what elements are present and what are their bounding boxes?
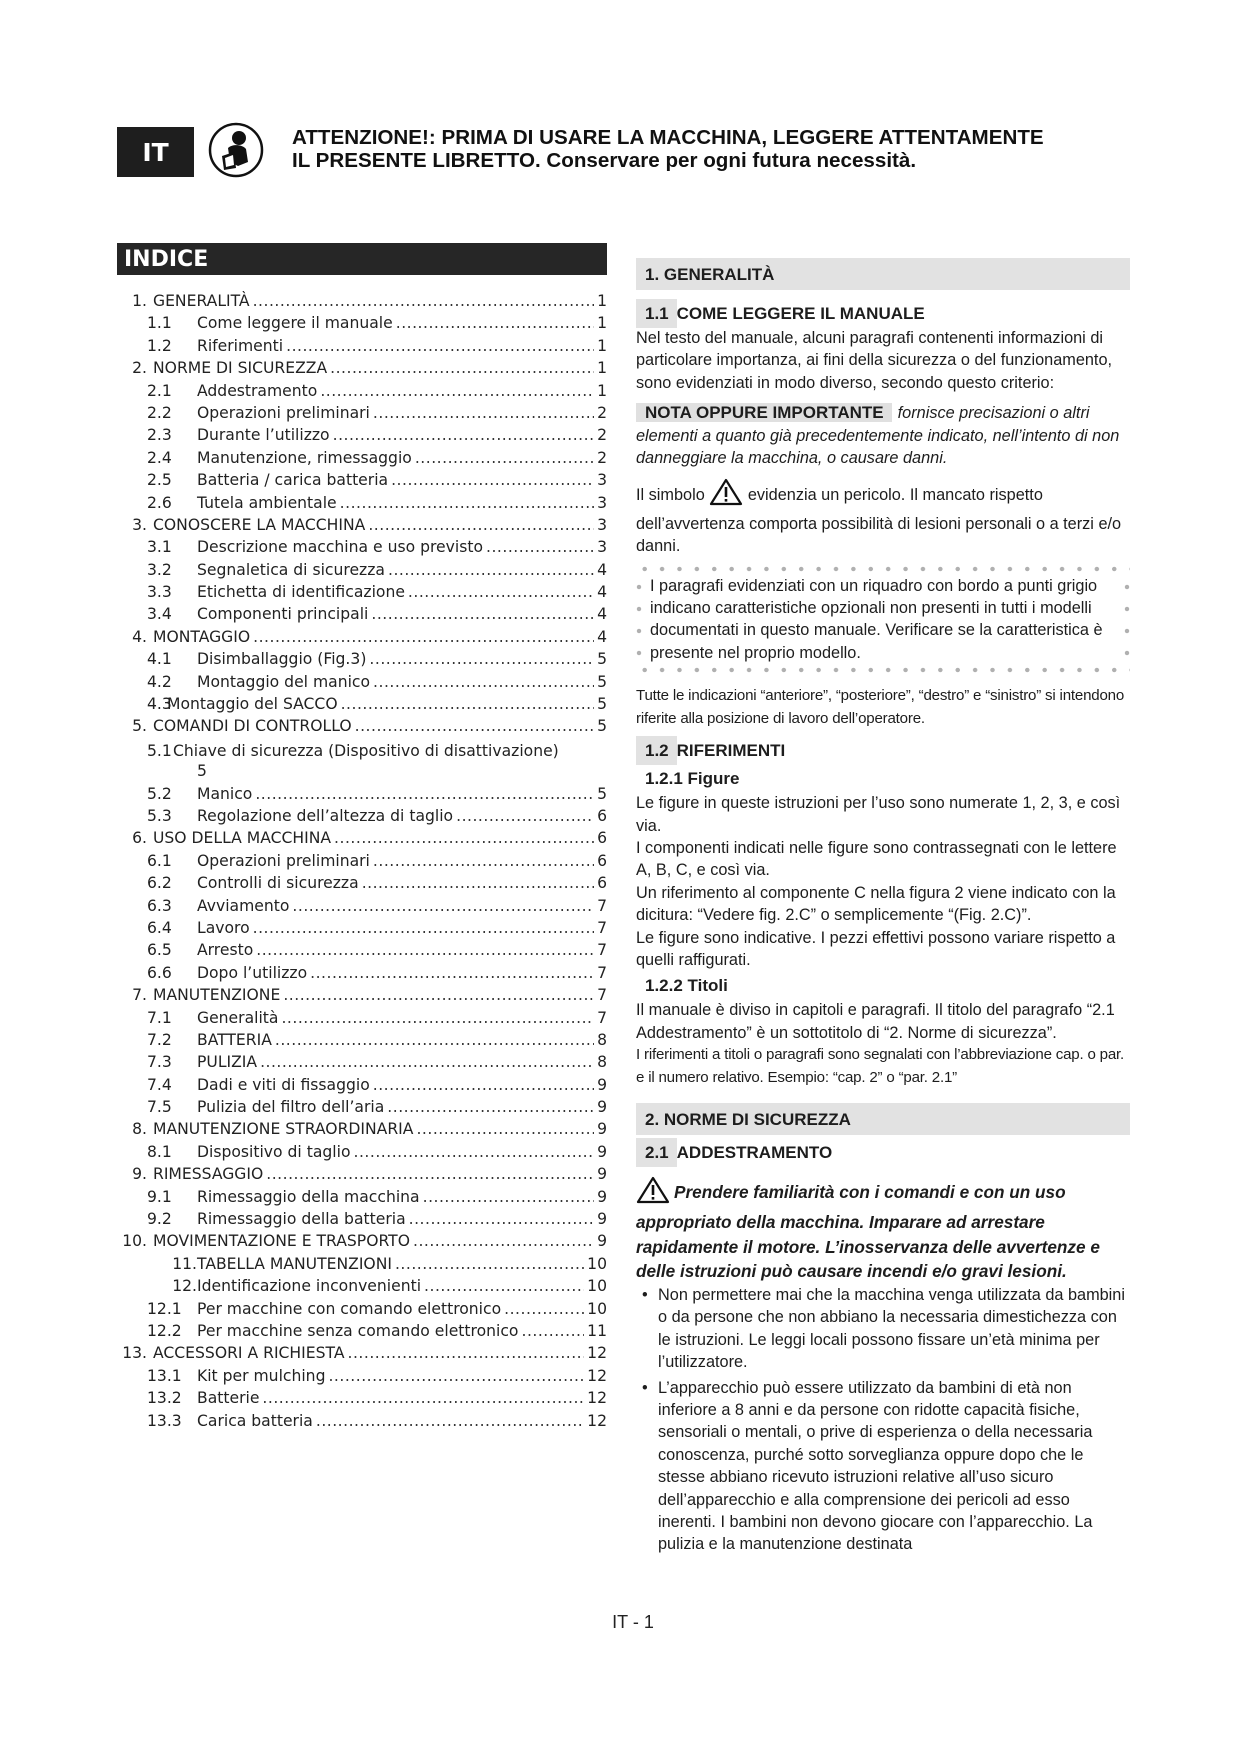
toc-leader (504, 1300, 584, 1318)
note-label: NOTA OPPURE IMPORTANTE (636, 403, 892, 422)
toc-page: 5 (597, 672, 607, 691)
toc-leader (424, 1277, 584, 1295)
toc-title: Arresto (197, 941, 254, 960)
figure-paragraph-1: Le figure in queste istruzioni per l’uso sono numerate 1, 2, 3, e così via. (636, 794, 1121, 835)
warning-line-2: IL PRESENTE LIBRETTO. Conservare per ogni futura necessità. (292, 149, 917, 172)
toc-leader (373, 1076, 594, 1094)
toc-leader (486, 538, 594, 556)
toc-entry[interactable] (117, 471, 607, 493)
toc-title: Disimballaggio (Fig.3) (197, 650, 367, 669)
toc-number: 1.2 (147, 336, 172, 355)
titles-paragraph-2: I riferimenti a titoli o paragrafi sono segnalati con l’abbreviazione cap. o par. e il numero relativo. Esempio: “cap. 2” o “par. 2.1” (636, 1046, 1125, 1086)
toc-number: 9. (132, 1165, 147, 1184)
toc-leader (395, 1255, 584, 1273)
toc-number: 3. (132, 515, 147, 534)
toc-number: 13.2 (147, 1389, 182, 1408)
toc-title: Lavoro (197, 918, 250, 937)
toc-page: 10 (587, 1254, 607, 1273)
toc-page: 6 (597, 829, 607, 848)
toc-page: 9 (597, 1120, 607, 1139)
toc-page: 9 (597, 1098, 607, 1117)
symbol-paragraph (636, 478, 1130, 557)
toc-entry[interactable] (117, 1210, 607, 1232)
toc-number: 1. (132, 292, 147, 310)
toc-number: 2.3 (147, 426, 172, 445)
toc-page: 1 (597, 292, 607, 310)
toc-entry[interactable] (117, 1053, 607, 1075)
toc-title: Rimessaggio della batteria (197, 1210, 406, 1229)
toc-number: 4.2 (147, 672, 172, 691)
toc-title: Identificazione inconvenienti (197, 1277, 422, 1296)
toc-number: 4. (132, 627, 147, 646)
toc-number: 5.1 (147, 741, 172, 760)
toc-leader (340, 494, 594, 512)
toc-title: Riferimenti (197, 336, 284, 355)
safety-bullet-list (636, 1284, 1130, 1556)
toc-number: 7.3 (147, 1053, 172, 1072)
titles-paragraph-1: Il manuale è diviso in capitoli e paragrafi. Il titolo del paragrafo “2.1 Addestramento” è un sottotitolo di “2. Norme di sicurezza”. (636, 1001, 1115, 1042)
toc-leader (283, 986, 594, 1004)
toc-number: 6.3 (147, 896, 172, 915)
toc-leader (310, 964, 594, 982)
toc-leader (521, 1322, 584, 1340)
toc-leader (368, 516, 594, 534)
toc-title: Operazioni preliminari (197, 403, 370, 422)
list-item: • Non permettere mai che la macchina venga utilizzata da bambini o da persone che non abbiano la necessaria dimestichezza con le istruzioni. Le leggi locali possono fissare un’età minima per l’utilizzatore. (636, 1284, 1130, 1374)
toc-page: 6 (597, 851, 607, 870)
toc-leader (348, 1344, 585, 1362)
toc-entry[interactable] (117, 1322, 607, 1344)
toc-number: 2. (132, 359, 147, 378)
toc-leader (413, 1232, 594, 1250)
table-of-contents (117, 292, 607, 1434)
toc-number: 2.6 (147, 493, 172, 512)
optional-feature-box (636, 566, 1130, 674)
subsection-heading-addestramento (636, 1138, 1130, 1166)
toc-number: 6.1 (147, 851, 172, 870)
toc-entry[interactable] (117, 874, 607, 896)
toc-number: 5. (132, 717, 147, 736)
toc-entry[interactable] (117, 717, 607, 739)
danger-text: Prendere familiarità con i comandi e con un uso appropriato della macchina. Imparare ad arrestare rapidamente il motore. L’inosservanza delle avvertenze e delle istruzioni può causare incendi e/o gravi lesioni. (636, 1181, 1100, 1282)
symbol-post: evidenzia un pericolo. Il mancato rispetto dell’avvertenza comporta possibilità di lesioni personali o a terzi e/o danni. (636, 486, 1122, 556)
toc-leader (388, 561, 594, 579)
warning-header (292, 126, 1152, 172)
toc-title: MONTAGGIO (153, 627, 251, 646)
toc-page: 4 (597, 583, 607, 602)
toc-entry[interactable] (117, 1232, 607, 1254)
toc-entry[interactable] (117, 292, 607, 314)
subsubsection-heading-figure: 1.2.1 Figure (645, 769, 740, 789)
list-item: • L’apparecchio può essere utilizzato da bambini di età non inferiore a 8 anni e da persone con ridotte capacità fisiche, sensoriali o mentali, o prive di esperienza o della necessaria conoscenza, purché sotto sorveglianza oppure dopo che le stesse abbiano ricevuto istruzioni relative all’uso sicuro dell’apparecchio e alla comprensione dei pericoli ad esso inerenti. I bambini non devono giocare con l’apparecchio. La pulizia e la manutenzione destinata (636, 1377, 1130, 1556)
dotted-border-right (1124, 576, 1130, 664)
toc-entry[interactable] (117, 941, 607, 963)
toc-entry[interactable] (117, 673, 607, 695)
toc-title: Segnaletica di sicurezza (197, 560, 385, 579)
toc-page: 4 (597, 605, 607, 624)
toc-leader (416, 1120, 594, 1138)
toc-number: 5.2 (147, 784, 172, 803)
toc-entry[interactable] (117, 1188, 607, 1210)
toc-leader (355, 717, 594, 735)
toc-entry[interactable] (117, 1143, 607, 1165)
toc-title: Durante l’utilizzo (197, 426, 330, 445)
toc-page: 9 (597, 1142, 607, 1161)
toc-title: Batteria / carica batteria (197, 471, 389, 490)
note-text: fornisce precisazioni o altri elementi a quanto già precedentemente indicato, nell’intento di non danneggiare la macchina, o causare danni. (636, 404, 1120, 468)
toc-page: 2 (597, 426, 607, 445)
dotted-border-left (636, 576, 642, 664)
toc-entry[interactable] (117, 404, 607, 426)
toc-number: 3.2 (147, 560, 172, 579)
toc-leader (333, 426, 594, 444)
optional-feature-text: I paragrafi evidenziati con un riquadro con bordo a punti grigio indicano caratteristiche opzionali non presenti in tutti i modelli documentati in questo manuale. Verificare se la caratteristica è presente nel proprio modello. (650, 576, 1103, 662)
toc-number: 3.4 (147, 605, 172, 624)
toc-entry[interactable] (117, 785, 607, 807)
toc-page: 12 (587, 1344, 607, 1363)
toc-title: Regolazione dell’altezza di taglio (197, 807, 454, 825)
toc-entry[interactable] (117, 919, 607, 941)
toc-entry[interactable] (117, 494, 607, 516)
toc-title: NORME DI SICUREZZA (153, 359, 328, 378)
toc-leader (316, 1412, 584, 1430)
toc-title: Rimessaggio della macchina (197, 1187, 420, 1206)
toc-number: 2.4 (147, 448, 172, 467)
toc-entry[interactable] (117, 605, 607, 627)
toc-leader (266, 1165, 594, 1183)
toc-number: 6.5 (147, 941, 172, 960)
subsection-number: 2.1 (636, 1138, 677, 1167)
toc-leader (415, 449, 594, 467)
index-title: INDICE (117, 243, 607, 275)
toc-entry[interactable] (117, 1120, 607, 1142)
toc-title: Batterie (197, 1389, 260, 1408)
toc-title: CONOSCERE LA MACCHINA (153, 515, 366, 534)
toc-page: 1 (597, 381, 607, 400)
toc-page: 2 (597, 403, 607, 422)
toc-title: Come leggere il manuale (197, 314, 393, 333)
toc-number: 12.1 (147, 1299, 182, 1318)
toc-entry[interactable] (117, 1031, 607, 1053)
figure-paragraph-3: Un riferimento al componente C nella figura 2 viene indicato con la dicitura: “Vedere fig. 2.C” o semplicemente “(Fig. 2.C)”. (636, 883, 1116, 925)
toc-number: 10. (122, 1232, 147, 1251)
toc-title: Addestramento (197, 381, 318, 400)
toc-entry[interactable] (117, 449, 607, 471)
note-paragraph (636, 402, 1130, 469)
toc-entry[interactable] (117, 426, 607, 448)
figure-paragraph-2: I componenti indicati nelle figure sono contrassegnati con le lettere A, B, C, e così via. (636, 838, 1117, 880)
danger-paragraph (636, 1176, 1130, 1284)
toc-number: 7. (132, 986, 147, 1005)
intro-paragraph: Nel testo del manuale, alcuni paragrafi contenenti informazioni di particolare importanza, ai fini della sicurezza o del funzionamento, sono evidenziati in modo diverso, secondo questo criterio: (636, 329, 1113, 392)
toc-title: Etichetta di identificazione (197, 583, 405, 602)
toc-entry[interactable] (117, 561, 607, 583)
toc-entry[interactable] (117, 628, 607, 650)
toc-page: 3 (597, 471, 607, 490)
toc-leader (341, 695, 594, 713)
dotted-border-top (636, 566, 1130, 572)
toc-number: 6.4 (147, 918, 172, 937)
figure-paragraph-4: Le figure sono indicative. I pezzi effettivi possono variare rispetto a quelli raffigurati. (636, 928, 1116, 969)
toc-page: 8 (597, 1030, 607, 1049)
toc-title: Montaggio del SACCO (167, 695, 338, 714)
toc-leader (255, 785, 594, 803)
toc-number: 3.3 (147, 583, 172, 602)
toc-leader (362, 874, 594, 892)
toc-entry[interactable] (117, 1076, 607, 1098)
toc-page: 7 (597, 986, 607, 1005)
toc-page: 9 (597, 1187, 607, 1206)
toc-leader (396, 314, 594, 332)
toc-page: 12 (587, 1366, 607, 1385)
toc-title: Manutenzione, rimessaggio (197, 448, 412, 467)
toc-title: Dopo l’utilizzo (197, 963, 308, 982)
subsection-label: ADDESTRAMENTO (676, 1142, 833, 1162)
toc-page: 5 (597, 695, 607, 714)
toc-page: 1 (597, 359, 607, 378)
toc-entry[interactable] (117, 1009, 607, 1031)
toc-page: 7 (597, 1008, 607, 1027)
toc-page: 4 (597, 560, 607, 579)
toc-page: 8 (597, 1053, 607, 1072)
toc-title: Operazioni preliminari (197, 851, 370, 870)
toc-leader (373, 852, 594, 870)
toc-entry[interactable] (117, 382, 607, 404)
toc-page: 5 (597, 650, 607, 669)
toc-entry[interactable] (117, 897, 607, 919)
toc-title: MANUTENZIONE (153, 986, 281, 1005)
toc-number: 4.3 (147, 695, 172, 714)
toc-page: 6 (597, 807, 607, 825)
toc-number: 11. (172, 1254, 197, 1273)
read-manual-icon (208, 122, 264, 178)
toc-entry[interactable] (117, 964, 607, 986)
toc-number: 4.1 (147, 650, 172, 669)
toc-entry[interactable] (117, 740, 607, 785)
toc-title: GENERALITÀ (153, 292, 250, 310)
subsection-number: 1.2 (636, 736, 677, 765)
symbol-pre: Il simbolo (636, 486, 705, 505)
toc-number: 2.2 (147, 403, 172, 422)
toc-entry[interactable] (117, 829, 607, 851)
toc-entry[interactable] (117, 1277, 607, 1299)
toc-entry[interactable] (117, 1367, 607, 1389)
language-code: IT (142, 137, 169, 167)
warning-triangle-icon (636, 1176, 674, 1211)
toc-title: ACCESSORI A RICHIESTA (153, 1344, 345, 1363)
toc-leader (281, 1009, 594, 1027)
toc-leader (408, 583, 594, 601)
toc-leader (387, 1098, 594, 1116)
toc-leader (423, 1188, 594, 1206)
toc-entry[interactable] (117, 538, 607, 560)
toc-title: Dadi e viti di fissaggio (197, 1075, 370, 1094)
toc-page: 12 (587, 1389, 607, 1408)
toc-number: 5.3 (147, 807, 172, 825)
toc-title: Componenti principali (197, 605, 369, 624)
toc-page: 7 (597, 941, 607, 960)
toc-page: 7 (597, 918, 607, 937)
toc-entry[interactable] (117, 583, 607, 605)
toc-entry[interactable] (117, 650, 607, 672)
toc-entry[interactable] (117, 1389, 607, 1411)
toc-leader (253, 292, 594, 310)
toc-number: 7.4 (147, 1075, 172, 1094)
toc-leader (391, 471, 594, 489)
subsection-label: RIFERIMENTI (676, 741, 786, 761)
warning-line-1: ATTENZIONE!: PRIMA DI USARE LA MACCHINA, LEGGERE ATTENTAMENTE (292, 126, 1044, 149)
toc-page: 9 (597, 1232, 607, 1251)
toc-title: Avviamento (197, 896, 290, 915)
directions-paragraph: Tutte le indicazioni “anteriore”, “posteriore”, “destro” e “sinistro” si intendono riferite alla posizione di lavoro dell’operatore. (636, 687, 1125, 727)
toc-page: 3 (597, 493, 607, 512)
toc-page: 1 (597, 336, 607, 355)
toc-title: BATTERIA (197, 1030, 272, 1049)
toc-page: 11 (587, 1321, 607, 1340)
section-heading-generalita: 1. GENERALITÀ (636, 258, 1130, 290)
toc-title: Descrizione macchina e uso previsto (197, 538, 483, 557)
toc-number: 8. (132, 1120, 147, 1139)
toc-page: 5 (597, 717, 607, 736)
toc-number: 2.5 (147, 471, 172, 490)
toc-leader (275, 1031, 594, 1049)
toc-leader (253, 919, 594, 937)
toc-number: 12. (172, 1277, 197, 1296)
toc-title: Controlli di sicurezza (197, 874, 359, 893)
toc-number: 12.2 (147, 1321, 182, 1340)
toc-leader (253, 628, 594, 646)
toc-entry[interactable] (117, 1255, 607, 1277)
toc-leader (330, 359, 594, 377)
toc-title: COMANDI DI CONTROLLO (153, 717, 352, 736)
toc-entry[interactable] (117, 852, 607, 874)
toc-leader (409, 1210, 594, 1228)
toc-leader (371, 605, 594, 623)
toc-number: 9.2 (147, 1210, 172, 1229)
toc-page: 10 (587, 1277, 607, 1296)
toc-number: 13.1 (147, 1366, 182, 1385)
subsection-heading-come-leggere (636, 299, 1130, 327)
toc-page: 3 (597, 515, 607, 534)
toc-title: RIMESSAGGIO (153, 1165, 264, 1184)
toc-leader (262, 1389, 584, 1407)
page-number: IT - 1 (612, 1612, 654, 1632)
toc-entry[interactable] (117, 807, 607, 829)
toc-page: 9 (597, 1165, 607, 1184)
toc-entry[interactable] (117, 337, 607, 359)
toc-entry[interactable] (117, 1165, 607, 1187)
toc-title: Generalità (197, 1008, 279, 1027)
toc-title: Carica batteria (197, 1411, 313, 1430)
toc-number: 6. (132, 829, 147, 848)
toc-entry[interactable] (117, 1300, 607, 1322)
toc-title: PULIZIA (197, 1053, 258, 1072)
subsection-label: COME LEGGERE IL MANUALE (676, 304, 925, 323)
toc-entry[interactable] (117, 1344, 607, 1366)
toc-entry[interactable] (117, 1098, 607, 1120)
toc-entry[interactable] (117, 516, 607, 538)
toc-leader (328, 1367, 584, 1385)
toc-number: 3.1 (147, 538, 172, 557)
dotted-border-bottom (636, 667, 1130, 673)
toc-leader (456, 807, 594, 825)
toc-leader (256, 941, 594, 959)
toc-number: 9.1 (147, 1187, 172, 1206)
toc-number: 6.6 (147, 963, 172, 982)
subsubsection-heading-titoli: 1.2.2 Titoli (645, 976, 728, 996)
toc-number: 2.1 (147, 381, 172, 400)
toc-title: Per macchine con comando elettronico (197, 1299, 502, 1318)
toc-entry[interactable] (117, 695, 607, 717)
toc-page: 5 (197, 762, 207, 781)
toc-title: MANUTENZIONE STRAORDINARIA (153, 1120, 414, 1139)
toc-title: Montaggio del manico (197, 672, 371, 691)
toc-page: 7 (597, 963, 607, 982)
toc-page: 1 (597, 314, 607, 333)
toc-number: 7.2 (147, 1030, 172, 1049)
toc-number: 13.3 (147, 1411, 182, 1430)
toc-page: 5 (597, 784, 607, 803)
toc-page: 9 (597, 1075, 607, 1094)
toc-title: Manico (197, 784, 253, 803)
toc-leader (354, 1143, 595, 1161)
toc-number: 6.2 (147, 874, 172, 893)
toc-title: Tutela ambientale (197, 493, 337, 512)
toc-title: MOVIMENTAZIONE E TRASPORTO (153, 1232, 410, 1251)
toc-page: 9 (597, 1210, 607, 1229)
toc-leader (260, 1053, 594, 1071)
toc-number: 7.1 (147, 1008, 172, 1027)
warning-triangle-icon (709, 478, 743, 512)
toc-page: 3 (597, 538, 607, 557)
language-badge (117, 127, 194, 177)
section-heading-norme-sicurezza: 2. NORME DI SICUREZZA (636, 1103, 1130, 1135)
toc-leader (373, 673, 594, 691)
toc-number: 13. (122, 1344, 147, 1363)
toc-page: 10 (587, 1299, 607, 1318)
toc-entry[interactable] (117, 314, 607, 336)
toc-title: Pulizia del filtro dell’aria (197, 1098, 385, 1117)
toc-leader (292, 897, 594, 915)
toc-entry[interactable] (117, 1412, 607, 1434)
toc-leader (320, 382, 594, 400)
toc-leader (286, 337, 594, 355)
toc-title: Per macchine senza comando elettronico (197, 1321, 519, 1340)
toc-page: 6 (597, 874, 607, 893)
content-column (636, 258, 1130, 1556)
toc-number: 8.1 (147, 1142, 172, 1161)
toc-page: 12 (587, 1411, 607, 1430)
toc-title: TABELLA MANUTENZIONI (197, 1254, 392, 1273)
toc-entry[interactable] (117, 359, 607, 381)
toc-leader (373, 404, 594, 422)
subsection-heading-riferimenti (636, 736, 1130, 764)
toc-page: 7 (597, 896, 607, 915)
toc-page: 4 (597, 627, 607, 646)
toc-title: Dispositivo di taglio (197, 1142, 351, 1161)
toc-number: 7.5 (147, 1098, 172, 1117)
toc-title: Chiave di sicurezza (Dispositivo di disattivazione) (173, 741, 559, 760)
toc-number: 1.1 (147, 314, 172, 333)
toc-page: 2 (597, 448, 607, 467)
toc-title: USO DELLA MACCHINA (153, 829, 332, 848)
toc-entry[interactable] (117, 986, 607, 1008)
toc-leader (369, 650, 594, 668)
subsection-number: 1.1 (636, 299, 677, 328)
toc-title: Kit per mulching (197, 1366, 326, 1385)
toc-leader (334, 829, 594, 847)
